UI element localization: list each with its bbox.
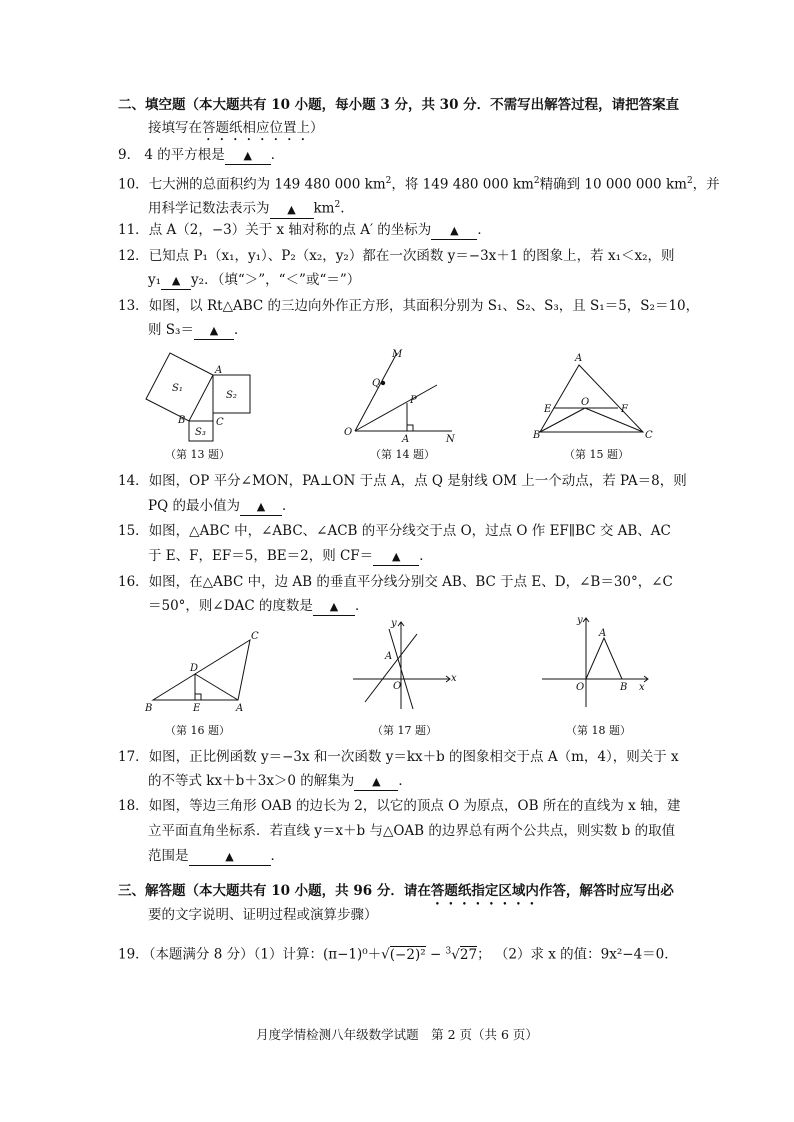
label-s2: S₂ [226, 390, 237, 401]
question-15-line2: 于 E、F，EF＝5，BE＝2，则 CF＝ ▲ ． [148, 548, 433, 564]
label-e: E [193, 703, 201, 714]
answer-blank: ▲ [431, 223, 477, 240]
question-15: 15．如图，△ABC 中，∠ABC、∠ACB 的平分线交于点 O，过点 O 作 EF∥BC 交 AB、AC [118, 523, 671, 539]
caption-14: （第 14 题） [370, 448, 435, 461]
label-x: x [451, 673, 457, 684]
caption-15: （第 15 题） [564, 448, 629, 461]
bisector-co [585, 408, 643, 432]
question-16-line2: ＝50°，则∠DAC 的度数是 ▲ ． [148, 598, 369, 614]
label-m: M [392, 349, 403, 360]
label-a: A [402, 434, 410, 445]
section3-title: 三、解答题（本大题共有 10 小题，共 96 分．请在答题纸指定区域内作答，解答时应写出必 [118, 883, 674, 899]
sqrt-radical: √(−2)² [381, 946, 426, 963]
question-10: 10．七大洲的总面积约为 149 480 000 $km^2$，将 149 480 000 $km^2$精确到 10 000 000 $km^2$，并 [118, 176, 720, 193]
cube-root-radical: $^3$√27 [445, 946, 478, 963]
page-footer: 月度学情检测八年级数学试题 第 2 页（共 6 页） [256, 1027, 538, 1042]
label-a: A [575, 353, 583, 364]
label-o: O [393, 681, 402, 692]
question-9: 9． 4 的平方根是 ▲ ． [118, 147, 285, 163]
question-17-line2: 的不等式 kx＋b＋3x＞0 的解集为 ▲ ． [148, 773, 412, 789]
section2-title-cont: 接填写在答题纸相应位置上） [148, 120, 324, 136]
answer-blank: ▲ [189, 849, 271, 866]
label-o: O [581, 397, 590, 408]
caption-13: （第 13 题） [165, 448, 230, 461]
label-a: A [385, 651, 393, 662]
figure-14 [340, 345, 470, 445]
question-19: 19．（本题满分 8 分）（1）计算：(π−1)⁰＋√(−2)² − $^3$√27； （2）求 x 的值：9x²−4＝0． [118, 946, 678, 963]
label-f: F [621, 404, 628, 415]
triangle-abc [540, 365, 643, 432]
triangle-abc [153, 640, 250, 700]
right-angle-mark [407, 425, 413, 431]
answer-blank: ▲ [313, 599, 355, 616]
label-b: B [178, 415, 186, 426]
section2-title: 二、填空题（本大题共有 10 小题，每小题 3 分，共 30 分．不需写出解答过程，请把答案直 [118, 97, 680, 113]
label-q: Q [372, 378, 381, 389]
label-c: C [645, 430, 653, 441]
question-17: 17．如图，正比例函数 y＝−3x 和一次函数 y＝kx＋b 的图象相交于点 A（m，4），则关于 x [118, 749, 679, 765]
figure-15 [530, 350, 660, 445]
question-18: 18．如图，等边三角形 OAB 的边长为 2，以它的顶点 O 为原点，OB 所在的直线为 x 轴，建 [118, 798, 681, 814]
question-18-line3: 范围是 ▲ ． [148, 848, 284, 864]
label-c: C [216, 417, 224, 428]
figure-17 [345, 614, 465, 714]
answer-blank: ▲ [194, 323, 234, 340]
question-14: 14．如图，OP 平分∠MON，PA⊥ON 于点 A，点 Q 是射线 OM 上一个动点，若 PA＝8，则 [118, 473, 687, 489]
answer-blank: ▲ [373, 549, 419, 566]
answer-blank: ▲ [270, 202, 314, 219]
question-13-line2: 则 S₃＝ ▲ ． [148, 322, 248, 338]
label-b: B [533, 430, 541, 441]
label-x: x [639, 682, 645, 693]
point-q [381, 381, 385, 385]
triangle-oab [586, 638, 622, 679]
line-kx-plus-b [365, 634, 417, 702]
answer-blank: ▲ [240, 499, 282, 516]
question-12: 12．已知点 P₁（x₁，y₁）、P₂（x₂，y₂）都在一次函数 y＝−3x＋1 的图象上，若 x₁＜x₂，则 [118, 248, 675, 264]
question-10-line2: 用科学记数法表示为 ▲ $km^2$. [148, 200, 345, 217]
question-16: 16．如图，在△ABC 中，边 AB 的垂直平分线分别交 AB、BC 于点 E、D，∠B＝30°，∠C [118, 574, 673, 590]
answer-blank: ▲ [354, 774, 398, 791]
label-s3: S₃ [195, 427, 206, 438]
figure-18 [538, 612, 658, 712]
question-13: 13．如图，以 Rt△ABC 的三边向外作正方形，其面积分别为 S₁、S₂、S₃，且 S₁＝5，S₂＝10， [118, 298, 700, 314]
label-y: y [577, 615, 583, 626]
label-s1: S₁ [172, 383, 183, 394]
label-d: D [190, 663, 199, 674]
label-c: C [251, 631, 259, 642]
label-a: A [599, 628, 607, 639]
label-a: A [236, 703, 244, 714]
figure-16 [140, 630, 260, 715]
question-12-line2: y₁ ▲ y₂．（填“＞”，“＜”或“＝”） [148, 272, 361, 288]
label-b: B [620, 682, 628, 693]
caption-17: （第 17 题） [372, 724, 437, 737]
label-p: P [410, 395, 417, 406]
answer-blank: ▲ [225, 148, 271, 165]
figure-13 [140, 345, 260, 445]
right-angle-mark [195, 694, 201, 700]
label-o: O [344, 427, 353, 438]
question-11: 11．点 A（2，−3）关于 x 轴对称的点 A′ 的坐标为 ▲ ． [118, 222, 491, 238]
question-14-line2: PQ 的最小值为 ▲ ． [148, 498, 296, 514]
label-e: E [544, 404, 552, 415]
label-b: B [145, 703, 153, 714]
answer-blank: ▲ [161, 273, 191, 290]
label-n: N [446, 434, 455, 445]
question-18-line2: 立平面直角坐标系．若直线 y＝x＋b 与△OAB 的边界总有两个公共点，则实数 b 的取值 [148, 823, 676, 839]
label-o: O [576, 682, 585, 693]
label-y: y [391, 618, 397, 629]
section3-title-cont: 要的文字说明、证明过程或演算步骤） [148, 907, 378, 923]
caption-16: （第 16 题） [165, 724, 230, 737]
caption-18: （第 18 题） [566, 724, 631, 737]
label-a: A [215, 365, 223, 376]
